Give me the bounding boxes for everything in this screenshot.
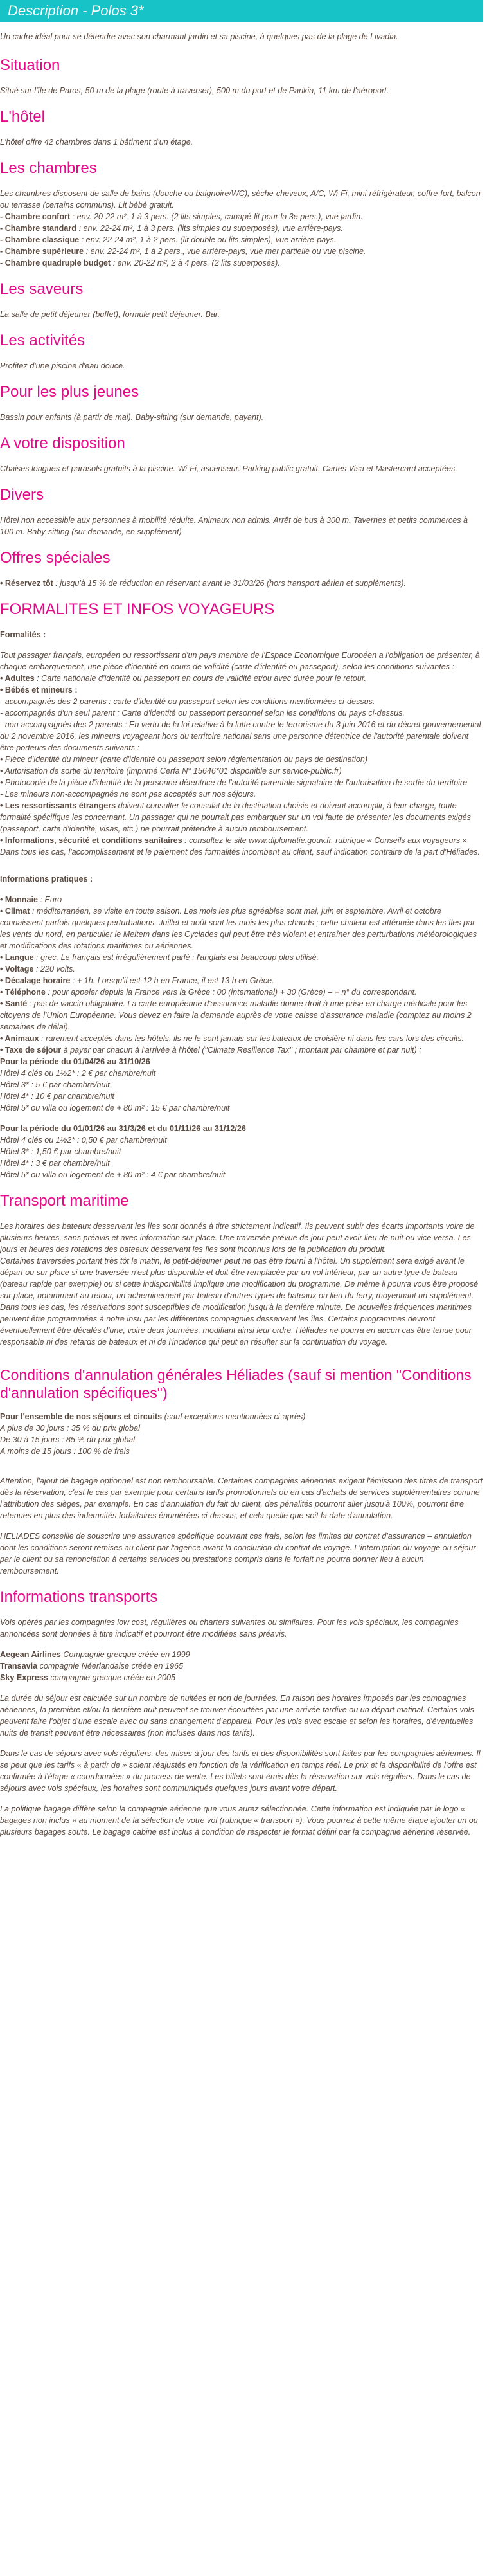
tax-line: Hôtel 5* ou villa ou logement de + 80 m² : 4 € par chambre/nuit [0,1170,226,1179]
chambre-detail: : env. 20-22 m², 1 à 3 pers. (2 lits simples, canapé-lit pour la 3e pers.), vue jardin. [70,212,363,221]
pratique-text: : 220 volts. [33,965,75,974]
annulation-item: De 30 à 15 jours : 85 % du prix global [0,1435,136,1444]
infos-securite-label: • Informations, sécurité et conditions sanitaires [0,836,182,845]
pratique-label: • Décalage horaire [0,976,71,985]
formalites-line: - accompagnés des 2 parents : carte d'identité ou passeport selon les conditions mentionnées ci-dessus. [0,697,375,706]
pratiques-subheading: Informations pratiques : [0,875,93,884]
chambre-item [0,211,483,222]
pratique-label: • Langue [0,953,34,962]
tax-line: Hôtel 4* : 10 € par chambre/nuit [0,1092,114,1101]
pratique-label: • Taxe de séjour [0,1046,62,1055]
tax-line: Hôtel 4* : 3 € par chambre/nuit [0,1159,110,1168]
transport-paragraph: Les horaires des bateaux desservant les îles sont donnés à titre strictement indicatif. Ils peuvent subir des écarts importants voire de plusieurs heures, sans préavis et avec information sur place. Une traversée prévue de jour peut avoir lieu de nuit ou vice versa. Les jours et heures des rotations des bateaux desservant les îles sont inconnus lors de la publication du produit. [0,1222,475,1254]
pratique-text: : Euro [37,895,62,904]
jeunes-text: Bassin pour enfants (à partir de mai). Baby-sitting (sur demande, payant). [0,413,264,422]
annulation-item: A plus de 30 jours : 35 % du prix global [0,1424,140,1433]
chambre-detail: : env. 22-24 m², 1 à 2 pers. (lit double ou lits simples), vue arrière-pays. [79,235,337,244]
chambre-item [0,222,483,234]
formalites-intro: Tout passager français, européen ou ressortissant d'un pays membre de l'Espace Economique Européen a l'obligation de présenter, à chaque embarquement, une pièce d'identité en cours de validité (carte d'identité ou passeport), selon les conditions suivantes : [0,651,480,671]
chambre-label: - Chambre classique [0,235,80,244]
divers-heading: Divers [0,486,44,503]
chambres-intro: Les chambres disposent de salle de bains (douche ou baignoire/WC), sèche-cheveux, A/C, Wi-Fi, mini-réfrigérateur, coffre-fort, balcon ou terrasse (certains communs). Lit bébé gratuit. [0,189,481,210]
annulation-lead-rest: (sauf exceptions mentionnées ci-après) [162,1412,306,1421]
intro-text: Un cadre idéal pour se détendre avec son charmant jardin et sa piscine, à quelques pas de la plage de Livadia. [0,32,398,41]
transport-heading: Transport maritime [0,1192,129,1210]
pratiques-section [0,873,483,1181]
tax-line: Hôtel 4 clés ou 1½2* : 2 € par chambre/nuit [0,1069,156,1078]
formalites-line: • Autorisation de sortie du territoire (imprimé Cerfa N° 15646*01 disponible sur service-public.fr) [0,766,342,776]
airline-name: Aegean Airlines [0,1650,61,1659]
ressortissants-label: • Les ressortissants étrangers [0,801,116,810]
infos-securite-text: : consultez le site www.diplomatie.gouv.fr, rubrique « Conseils aux voyageurs » [182,836,467,845]
chambre-detail: : env. 22-24 m², 1 à 3 pers. (lits simples ou superposés), vue arrière-pays. [76,224,343,233]
transport-paragraph: Dans tous les cas, les réservations sont susceptibles de modification jusqu'à la dernière minute. De nouvelles fréquences maritimes peuvent être programmées à notre insu par les différentes compagnies desservant les îles. Certains programmes devront éventuellement être décalés d'une, voire deux journées, modifiant ainsi leur ordre. Héliades ne pourra en aucun cas être tenue pour responsable ni des retards de bateaux et ni de l'incidence qui peut en résulter sur la continuation du voyage. [0,1303,472,1347]
infos-transports-paragraph: La durée du séjour est calculée sur un nombre de nuitées et non de journées. En raison des horaires imposés par les compagnies aériennes, la première et/ou la dernière nuit peuvent se trouver écourtées par une arrivée tardive ou un départ matinal. Certains vols peuvent faire l'objet d'une escale avec ou sans changement d'appareil. Pour les vols avec escale et selon les horaires, d'éventuelles nuits de transit peuvent être nécessaires (non incluses dans nos tarifs). [0,1694,474,1737]
tax-line: Hôtel 5* ou villa ou logement de + 80 m² : 15 € par chambre/nuit [0,1103,230,1112]
chambres-heading: Les chambres [0,159,97,177]
airline-name: Transavia [0,1662,38,1671]
formalites-line: - Les mineurs non-accompagnés ne sont pas acceptés sur nos séjours. [0,790,256,799]
chambre-label: - Chambre quadruple budget [0,259,111,268]
pratique-label: • Monnaie [0,895,38,904]
airline-text: Compagnie grecque créée en 1999 [60,1650,190,1659]
pratique-text: : grec. Le français est irrégulièrement parlé ; l'anglais est beaucoup plus utilisé. [33,953,319,962]
formalites-line: - non accompagnés des 2 parents : En vertu de la loi relative à la lutte contre le terrorisme du 3 juin 2016 et du décret gouvernemental du 2 novembre 2016, les mineurs voyageant hors du territoire national sans une personne détentrice de l'autorité parentale doivent être porteurs des documents suivants : [0,720,481,752]
activites-text: Profitez d'une piscine d'eau douce. [0,361,125,370]
annulation-paragraph: Attention, l'ajout de bagage optionnel est non remboursable. Certaines compagnies aériennes exigent l'émission des titres de transport dès la réservation, c'est le cas par exemple pour certains tarifs promotionnels ou en cas d'achats de services supplémentaires comme l'attribution des sièges, par exemple. En cas d'annulation du fait du client, des pénalités pourront aller jusqu'à 100%, pourront être retenues en plus des indemnités forfaitaires énumérées ci-dessus, et cela quelle que soit la date d'annulation. [0,1476,483,1520]
infos-transports-section [0,1617,483,1838]
pratique-label: • Animaux [0,1034,39,1043]
pratique-text: : pas de vaccin obligatoire. La carte européenne d'assurance maladie donne droit à une prise en charge médicale pour les citoyens de l'Union Européenne. Vous devez en faire la demande auprès de votre caisse d'assurance maladie (comptez au moins 2 semaines de délai). [0,999,472,1031]
ressortissants-text: doivent consulter le consulat de la destination choisie et doivent accomplir, à leur charge, toute formalité spécifique les concernant. Un passager qui ne pourrait pas embarquer sur un vol faute de présenter les documents exigés (passeport, carte d'identité, visas, etc.) ne pourrait prétendre à aucun remboursement. [0,801,471,833]
saveurs-heading: Les saveurs [0,280,84,298]
annulation-item: A moins de 15 jours : 100 % de frais [0,1447,130,1456]
disposition-heading: A votre disposition [0,435,125,452]
offres-text [0,577,483,589]
chambres-section [0,188,483,269]
banner-title: Description - Polos 3* [8,3,144,19]
infos-transports-paragraph: La politique bagage diffère selon la compagnie aérienne que vous aurez sélectionnée. Cette information est indiquée par le logo « bagages non inclus » au moment de la sélection de votre vol (rubrique « transport »). Vous pourrez à cette même étape ajouter un ou plusieurs bagages soute. Le bagage cabine est inclus à condition de respecter le format défini par la compagnie aérienne réservée. [0,1804,478,1837]
infos-transports-heading: Informations transports [0,1588,158,1606]
airline-text: compagnie grecque créée en 2005 [48,1673,176,1682]
chambre-item [0,234,483,246]
period2-title: Pour la période du 01/01/26 au 31/3/26 et du 01/11/26 au 31/12/26 [0,1124,246,1133]
bebes-label: • Bébés et mineurs : [0,685,78,694]
annulation-heading: Conditions d'annulation générales Héliades (sauf si mention "Conditions d'annulation spécifiques") [0,1366,472,1401]
pratique-text: : méditerranéen, se visite en toute saison. Les mois les plus agréables sont mai, juin et septembre. Avril et octobre connaissent parfois quelques perturbations. Juillet et août sont les mois les plus chauds ; cette chaleur est atténuée dans les îles par les vents du nord, en particulier le Meltem dans les Cyclades qui peut être très violent et entraîner des perturbations météorologiques et modifications des rotations maritimes ou aériennes. [0,907,477,950]
situation-text: Situé sur l'île de Paros, 50 m de la plage (route à traverser), 500 m du port et de Parikia, 11 km de l'aéroport. [0,86,389,95]
formalites-line: - accompagnés d'un seul parent : Carte d'identité ou passeport personnel selon les conditions du pays ci-dessus. [0,709,405,718]
period1-title: Pour la période du 01/04/26 au 31/10/26 [0,1057,150,1066]
content [0,22,483,1838]
chambre-detail: : env. 20-22 m², 2 à 4 pers. (2 lits superposés). [111,259,280,268]
offres-heading: Offres spéciales [0,549,111,567]
adultes-text: : Carte nationale d'identité ou passeport en cours de validité et/ou avec durée pour le retour. [34,674,367,683]
pratique-label: • Voltage [0,965,34,974]
chambre-item [0,257,483,269]
disposition-text: Chaises longues et parasols gratuits à la piscine. Wi-Fi, ascenseur. Parking public gratuit. Cartes Visa et Mastercard acceptées. [0,464,457,473]
pratique-label: • Santé [0,999,28,1008]
formalites-heading: FORMALITES ET INFOS VOYAGEURS [0,601,275,618]
formalites-line: • Photocopie de la pièce d'identité de la personne détentrice de l'autorité parentale signataire de l'autorisation de sortie du territoire [0,778,468,787]
offres-label: • Réservez tôt [0,579,53,588]
adultes-label: • Adultes [0,674,35,683]
saveurs-text: La salle de petit déjeuner (buffet), formule petit déjeuner. Bar. [0,310,220,319]
pratique-text: : rarement acceptés dans les hôtels, ils ne le sont jamais sur les bateaux de croisière ni dans les cars lors des circuits. [39,1034,465,1043]
formalites-subheading: Formalités : [0,630,46,639]
formalites-line: • Pièce d'identité du mineur (carte d'identité ou passeport selon réglementation du pays de destination) [0,755,368,764]
chambre-item [0,246,483,257]
annulation-paragraph: HELIADES conseille de souscrire une assurance spécifique couvrant ces frais, selon les limites du contrat d'assurance – annulation dont les conditions seront remises au client par l'agence avant la conclusion du contrat de voyage. L'interruption du voyage ou séjour par le client ou sa renonciation à certains services ou prestations compris dans le forfait ne pourra donner lieu à aucun remboursement. [0,1532,476,1575]
airline-name: Sky Express [0,1673,48,1682]
situation-heading: Situation [0,57,60,74]
pratique-text: à payer par chacun à l'arrivée à l'hôtel ("Climate Resilience Tax" ; montant par chambre et par nuit) : [61,1046,421,1055]
infos-transports-paragraph: Vols opérés par les compagnies low cost, régulières ou charters suivantes ou similaires. Pour les vols spéciaux, les compagnies annoncées sont données à titre indicatif et pourront être modifiées sans préavis. [0,1618,459,1638]
divers-text: Hôtel non accessible aux personnes à mobilité réduite. Animaux non admis. Arrêt de bus à 300 m. Tavernes et petits commerces à 100 m. Baby-sitting (sur demande, en supplément) [0,516,468,536]
annulation-section [0,1411,483,1577]
transport-section [0,1220,483,1348]
pratique-label: • Téléphone [0,988,46,997]
formalites-end: Dans tous les cas, l'accomplissement et le paiement des formalités incombent au client, sauf indication contraire de la part d'Héliades. [0,848,480,857]
chambre-label: - Chambre standard [0,224,76,233]
tax-line: Hôtel 4 clés ou 1½2* : 0,50 € par chambre/nuit [0,1136,167,1145]
pratique-text: : pour appeler depuis la France vers la Grèce : 00 (international) + 30 (Grèce) – + n° du correspondant. [45,988,417,997]
annulation-lead-bold: Pour l'ensemble de nos séjours et circuits [0,1412,163,1421]
tax-line: Hôtel 3* : 5 € par chambre/nuit [0,1080,110,1089]
pratique-text: : + 1h. Lorsqu'il est 12 h en France, il est 13 h en Grèce. [70,976,274,985]
airline-text: compagnie Néerlandaise créée en 1965 [37,1662,183,1671]
infos-transports-paragraph: Dans le cas de séjours avec vols réguliers, des mises à jour des tarifs et des disponibilités sont faites par les compagnies aériennes. Il se peut que les tarifs « à partir de » soient réajustés en fonction de la vérification en temps réel. Le prix et la disponibilité de l'offre est confirmée à l'étape « coordonnées » du process de vente. Les billets sont émis dès la réservation sur vols réguliers. Dans le cas de séjours avec vols spéciaux, les horaires sont communiqués quelques jours avant votre départ. [0,1749,481,1793]
offres-detail: : jusqu'à 15 % de réduction en réservant avant le 31/03/26 (hors transport aérien et suppléments). [53,579,406,588]
pratique-label: • Climat [0,907,30,916]
transport-paragraph: Certaines traversées portant très tôt le matin, le petit-déjeuner peut ne pas être fourni à l'hôtel. Un supplément sera exigé avant le départ ou sur place si une traversée n'est plus disponible et doit-être remplacée par un vol intérieur, par un autre type de bateau (bateau rapide par exemple) ou si cette indisponibilité implique une modification du programme. De même il pourra vous être proposé sur place, notamment au retour, un acheminement par bateau d'autres types de bateaux ou lieu du ferry, moyennant un supplément. [0,1256,479,1300]
chambre-detail: : env. 22-24 m², 1 à 2 pers., vue arrière-pays, vue mer partielle ou vue piscine. [84,247,366,256]
chambre-label: - Chambre supérieure [0,247,84,256]
description-banner [0,0,483,22]
formalites-section [0,629,483,858]
tax-line: Hôtel 3* : 1,50 € par chambre/nuit [0,1147,121,1156]
activites-heading: Les activités [0,332,85,349]
hotel-text: L'hôtel offre 42 chambres dans 1 bâtiment d'un étage. [0,138,193,147]
chambre-label: - Chambre confort [0,212,71,221]
jeunes-heading: Pour les plus jeunes [0,383,139,401]
hotel-heading: L'hôtel [0,108,45,125]
